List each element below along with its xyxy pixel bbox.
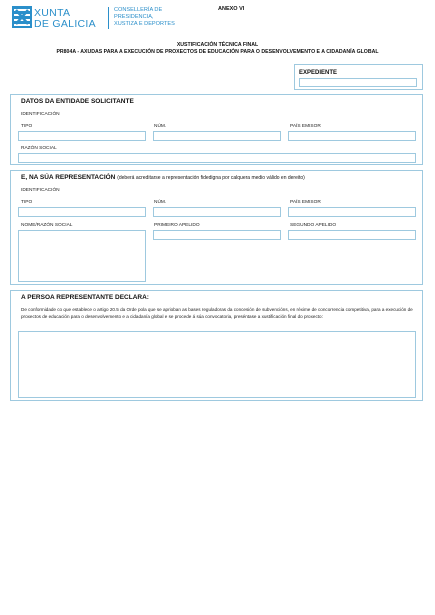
entidade-pais-label: PAÍS EMISOR — [290, 124, 321, 129]
logo-text-xunta: XUNTA — [34, 7, 71, 19]
entidade-section — [10, 94, 423, 165]
representacion-tipo-label: TIPO — [21, 200, 33, 205]
xunta-cross-icon — [12, 6, 32, 28]
representacion-tipo-field[interactable] — [18, 207, 146, 217]
representacion-apelido2-label: SEGUNDO APELIDO — [290, 223, 337, 228]
declaracion-title: A PERSOA REPRESENTANTE DECLARA: — [21, 294, 149, 301]
entidade-num-field[interactable] — [153, 131, 281, 141]
expediente-label: EXPEDIENTE — [299, 70, 338, 76]
expediente-box — [294, 64, 423, 90]
department-line: XUSTIZA E DEPORTES — [114, 20, 175, 27]
representacion-apelido1-field[interactable] — [153, 230, 281, 240]
entidade-razon-field[interactable] — [18, 153, 416, 163]
representacion-note: (deberá acreditarse a representación fidedigna por calquera medio válido en dereito) — [117, 175, 305, 181]
xunta-logo — [12, 6, 182, 30]
entidade-tipo-label: TIPO — [21, 124, 33, 129]
entidade-num-label: NÚM. — [154, 124, 167, 129]
expediente-field[interactable] — [299, 78, 417, 87]
logo-department — [114, 7, 175, 27]
entidade-tipo-field[interactable] — [18, 131, 146, 141]
document-title: XUSTIFICACIÓN TÉCNICA FINAL — [176, 42, 259, 48]
representacion-pais-label: PAÍS EMISOR — [290, 200, 321, 205]
representacion-identificacion-label: IDENTIFICACIÓN — [21, 188, 60, 193]
document-subtitle: PR804A - AXUDAS PARA A EXECUCIÓN DE PROXECTOS DE EDUCACIÓN PARA O DESENVOLVEMENTO E A CIDADANÍA GLOBAL — [56, 49, 379, 55]
entidade-razon-label: RAZÓN SOCIAL — [21, 146, 57, 151]
department-line: CONSELLERÍA DE — [114, 7, 163, 13]
representacion-section — [10, 170, 423, 285]
entidade-title: DATOS DA ENTIDADE SOLICITANTE — [21, 98, 134, 105]
department-line: PRESIDENCIA, — [114, 13, 154, 20]
logo-text-galicia: DE GALICIA — [34, 18, 96, 30]
entidade-identificacion-label: IDENTIFICACIÓN — [21, 112, 60, 117]
declaracion-section — [10, 290, 423, 401]
annex-label: ANEXO VI — [218, 6, 245, 12]
entidade-pais-field[interactable] — [288, 131, 416, 141]
representacion-title-text: E, NA SÚA REPRESENTACIÓN — [21, 174, 116, 181]
representacion-num-field[interactable] — [153, 207, 281, 217]
representacion-title — [21, 174, 305, 181]
representacion-apelido1-label: PRIMEIRO APELIDO — [154, 223, 200, 228]
representacion-pais-field[interactable] — [288, 207, 416, 217]
declaracion-textarea[interactable] — [18, 331, 416, 398]
declaracion-text: De conformidade co que establece o artigo 20.5 da Orde pola que se aprioban as bases reguladoras da concesión de subvencións, en réxime de concorrencia competitiva, para a execución de proxectos de educación para o desenvolvemento e a cidadanía global e se procede á súa convocatoria, preséntase a xustificación final do proxecto: — [21, 307, 413, 319]
representacion-nome-field[interactable] — [18, 230, 146, 282]
representacion-num-label: NÚM. — [154, 200, 167, 205]
representacion-nome-label: NOME/RAZÓN SOCIAL — [21, 223, 73, 228]
representacion-apelido2-field[interactable] — [288, 230, 416, 240]
logo-divider — [108, 7, 109, 29]
